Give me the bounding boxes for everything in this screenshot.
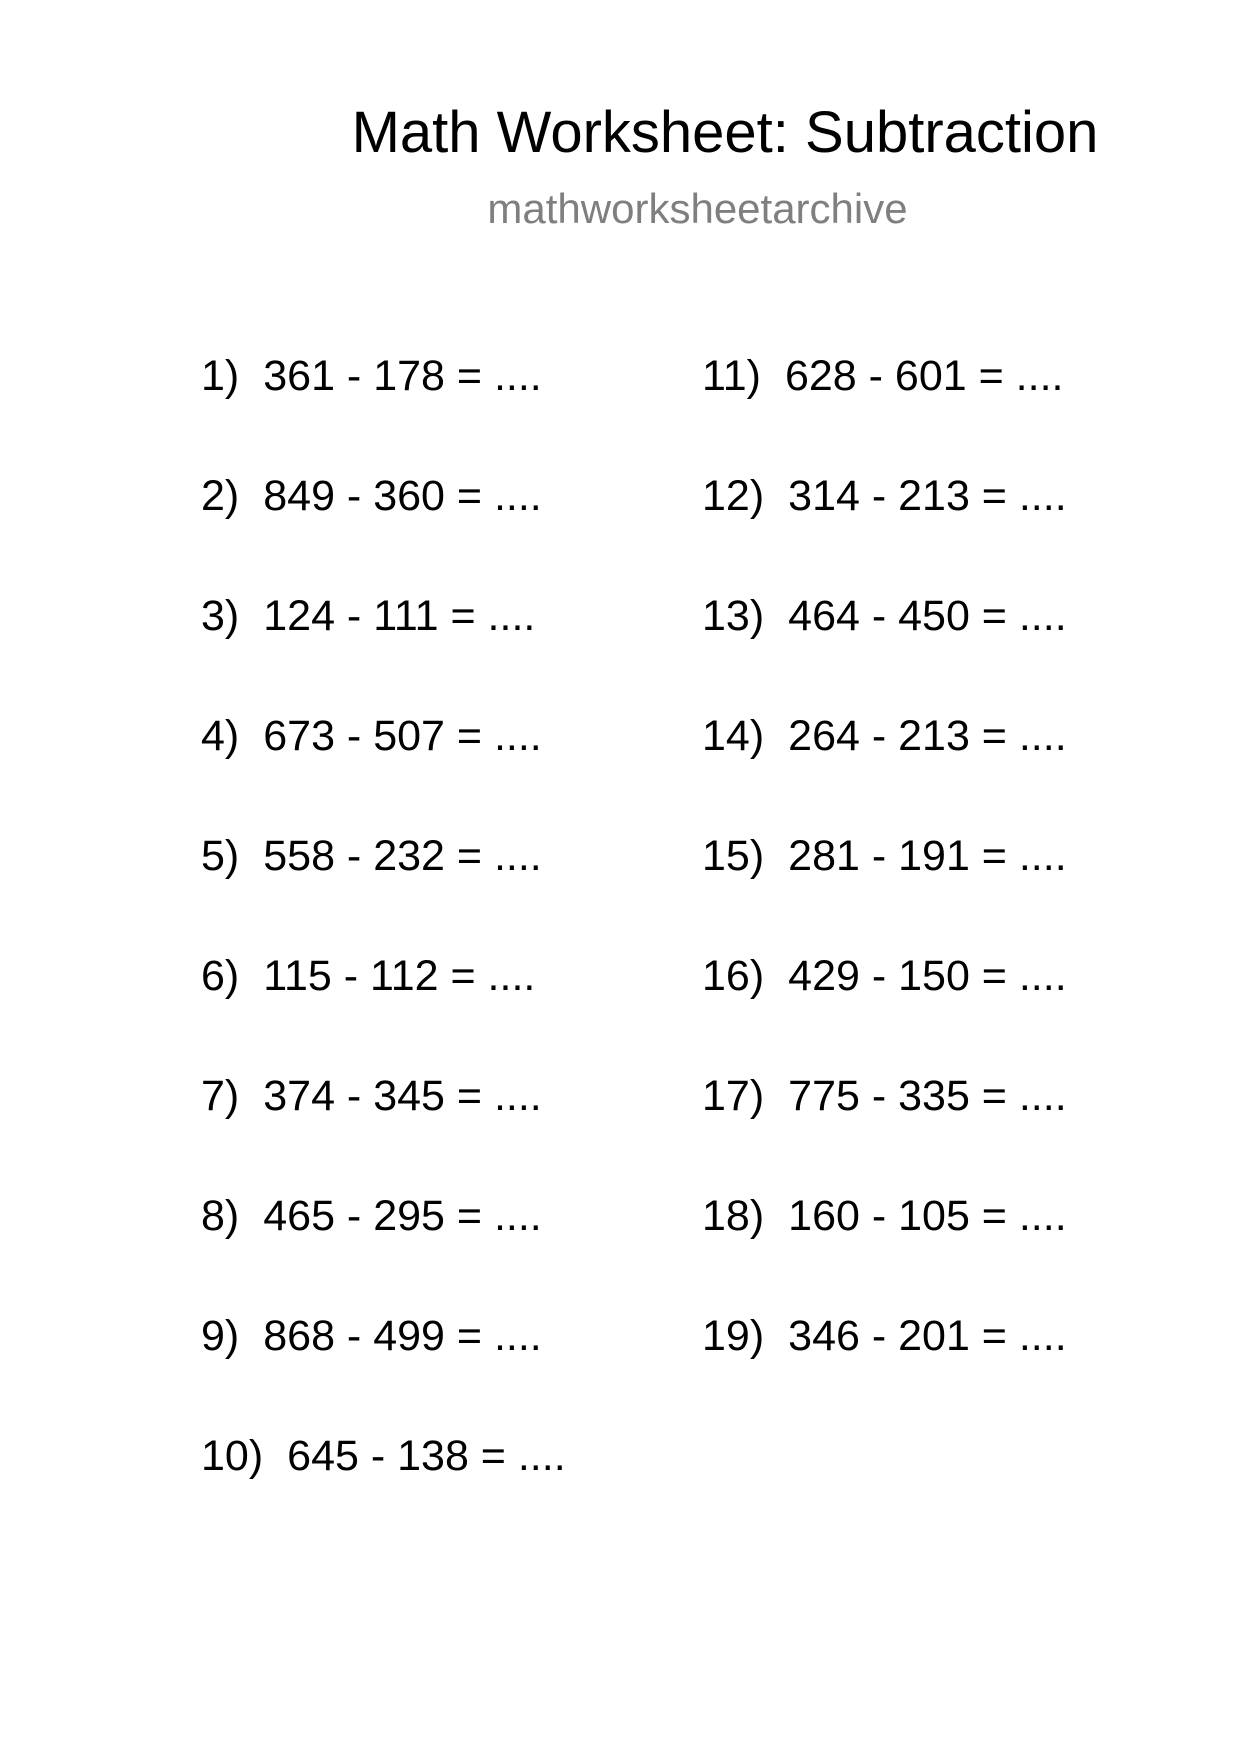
problem-number: 18): [702, 1192, 765, 1240]
problem-item: [201, 1070, 566, 1190]
problem-item: [702, 1190, 1067, 1310]
problem-number: 17): [702, 1072, 765, 1120]
problem-item: [201, 590, 566, 710]
problem-number: 15): [702, 832, 765, 880]
problem-expression: 281 - 191 = ....: [788, 832, 1067, 880]
problem-expression: 124 - 111 = ....: [263, 592, 536, 640]
problem-expression: 374 - 345 = ....: [263, 1072, 542, 1120]
problem-expression: 673 - 507 = ....: [263, 712, 542, 760]
problem-expression: 628 - 601 = ....: [784, 352, 1064, 400]
problem-item: [702, 590, 1067, 710]
problem-number: 5): [201, 832, 240, 880]
problem-number: 9): [201, 1312, 240, 1360]
problem-number: 19): [702, 1312, 765, 1360]
problem-item: [201, 1310, 566, 1430]
problem-expression: 346 - 201 = ....: [788, 1312, 1067, 1360]
problem-number: 7): [201, 1072, 240, 1120]
problem-item: [702, 950, 1067, 1070]
problem-number: 6): [201, 952, 240, 1000]
problem-number: 14): [702, 712, 765, 760]
problem-item: [201, 950, 566, 1070]
problem-item: [201, 710, 566, 830]
problem-expression: 558 - 232 = ....: [263, 832, 542, 880]
problem-expression: 465 - 295 = ....: [263, 1192, 542, 1240]
problem-item: [702, 830, 1067, 950]
problem-item: [201, 830, 566, 950]
page-subtitle: mathworksheetarchive: [487, 185, 908, 232]
problem-item: [201, 1430, 566, 1550]
problem-number: 3): [201, 592, 240, 640]
problem-expression: 314 - 213 = ....: [788, 472, 1067, 520]
problem-number: 8): [201, 1192, 240, 1240]
problem-item: [201, 350, 566, 470]
problem-item: [702, 350, 1067, 470]
problem-expression: 464 - 450 = ....: [788, 592, 1067, 640]
problem-item: [201, 1190, 566, 1310]
problem-item: [702, 1310, 1067, 1430]
problem-expression: 868 - 499 = ....: [263, 1312, 542, 1360]
problem-expression: 429 - 150 = ....: [788, 952, 1067, 1000]
problem-number: 16): [702, 952, 765, 1000]
problem-number: 1): [201, 352, 240, 400]
problem-expression: 645 - 138 = ....: [287, 1432, 566, 1480]
problem-number: 10): [201, 1432, 264, 1480]
problem-number: 4): [201, 712, 240, 760]
problem-expression: 264 - 213 = ....: [788, 712, 1067, 760]
problem-column-right: [702, 350, 1067, 1430]
problem-number: 12): [702, 472, 765, 520]
problem-expression: 361 - 178 = ....: [263, 352, 542, 400]
problem-item: [702, 470, 1067, 590]
problem-item: [201, 470, 566, 590]
problem-item: [702, 710, 1067, 830]
problem-expression: 160 - 105 = ....: [788, 1192, 1067, 1240]
page-title: Math Worksheet: Subtraction: [351, 100, 1099, 165]
problem-expression: 115 - 112 = ....: [263, 952, 536, 1000]
problem-item: [702, 1070, 1067, 1190]
problem-number: 11): [702, 352, 761, 400]
problem-expression: 775 - 335 = ....: [788, 1072, 1067, 1120]
problem-column-left: [201, 350, 566, 1550]
problem-expression: 849 - 360 = ....: [263, 472, 542, 520]
problem-number: 2): [201, 472, 240, 520]
problem-number: 13): [702, 592, 765, 640]
